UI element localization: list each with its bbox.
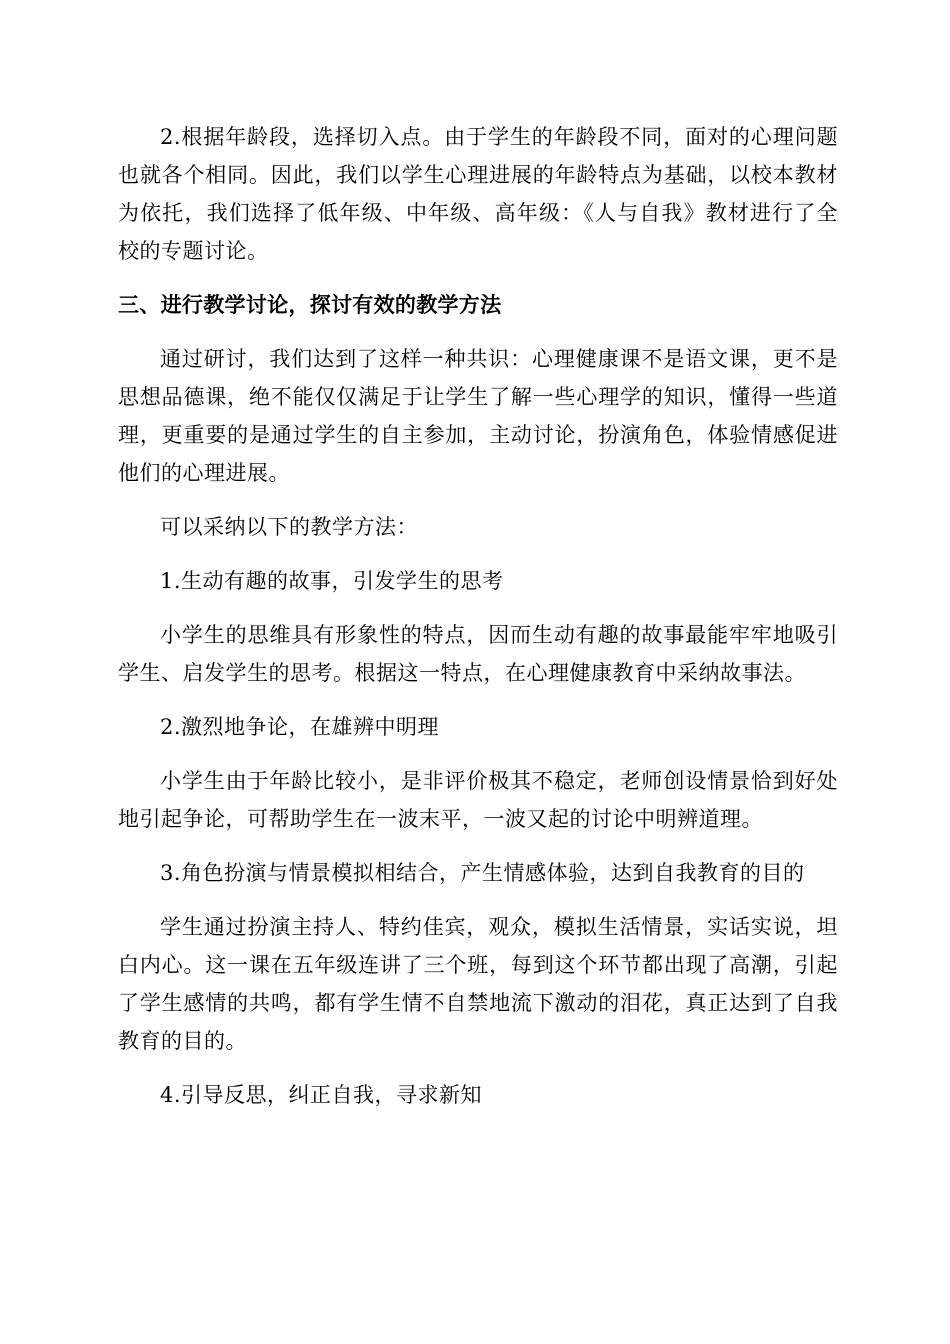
document-page — [118, 118, 838, 1114]
method-1-title: 1.生动有趣的故事，引发学生的思考 — [160, 569, 504, 593]
paragraph-methods-intro: 可以采纳以下的教学方法： — [160, 515, 418, 539]
method-3-title: 3.角色扮演与情景模拟相结合，产生情感体验，达到自我教育的目的 — [160, 861, 805, 885]
paragraph-method-3: 学生通过扮演主持人、特约佳宾，观众，模拟生活情景，实话实说，坦白内心。这一课在五年级连讲了三个班，每到这个环节都出现了高潮，引起了学生感情的共鸣，都有学生情不自禁地流下激动的泪花，真正达到了自我教育的目的。 — [118, 915, 838, 1053]
method-2-title: 2.激烈地争论，在雄辨中明理 — [160, 715, 440, 739]
method-4-title: 4.引导反思，纠正自我，寻求新知 — [160, 1083, 483, 1107]
paragraph-age-entry-point: 2.根据年龄段，选择切入点。由于学生的年龄段不同，面对的心理问题也就各个相同。因此，我们以学生心理进展的年龄特点为基础，以校本教材为依托，我们选择了低年级、中年级、高年级：《人与自我》教材进行了全校的专题讨论。 — [118, 125, 838, 263]
paragraph-method-1: 小学生的思维具有形象性的特点，因而生动有趣的故事最能牢牢地吸引学生、启发学生的思考。根据这一特点，在心理健康教育中采纳故事法。 — [118, 623, 838, 685]
section-heading-3: 三、进行教学讨论，探讨有效的教学方法 — [118, 293, 502, 317]
paragraph-consensus: 通过研讨，我们达到了这样一种共识：心理健康课不是语文课，更不是思想品德课，绝不能仅仅满足于让学生了解一些心理学的知识，懂得一些道理，更重要的是通过学生的自主参加，主动讨论，扮演角色，体验情感促进他们的心理进展。 — [118, 347, 838, 485]
paragraph-method-2: 小学生由于年龄比较小，是非评价极其不稳定，老师创设情景恰到好处地引起争论，可帮助学生在一波末平，一波又起的讨论中明辨道理。 — [118, 769, 838, 831]
